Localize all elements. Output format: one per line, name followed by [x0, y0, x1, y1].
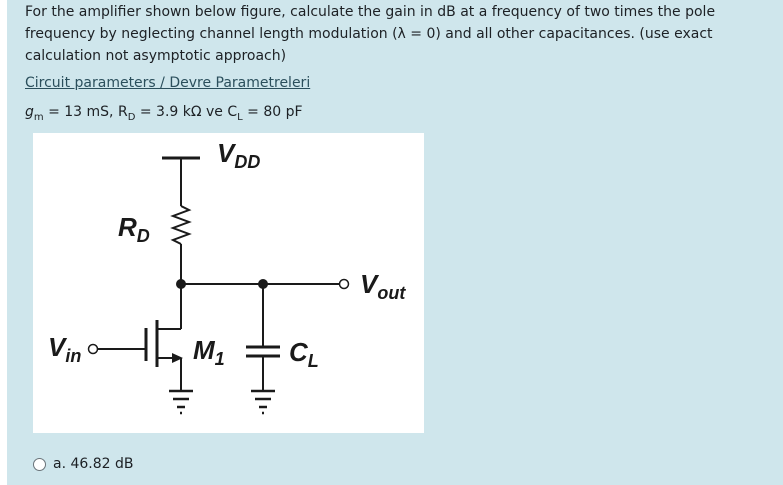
circuit-parameters: $g_m = 13$ mS, $R_D = 3.9$ kΩ ve $C_L = 80$ pF [25, 104, 303, 123]
cl-label: $C_L$ [289, 337, 319, 371]
circuit-parameters-link[interactable]: Circuit parameters / Devre Parametreleri [25, 75, 311, 91]
resistor-rd [173, 206, 189, 244]
circuit-figure [33, 133, 424, 433]
answer-label: a. 46.82 dB [53, 456, 134, 472]
rd-label: $R_D$ [118, 212, 150, 246]
vout-label: $V_{out}$ [360, 269, 406, 303]
vout-terminal [340, 280, 349, 289]
question-text: For the amplifier shown below figure, calculate the gain in dB at a frequency of two times the pole frequency by neglecting channel length modulation (λ = 0) and all other capacitances. (use exact calculation not asymptotic approach) [25, 4, 716, 64]
vdd-label: $V_{DD}$ [217, 138, 261, 172]
vin-terminal [89, 345, 98, 354]
vin-label: $V_{in}$ [48, 332, 82, 366]
answer-option-a[interactable] [33, 456, 134, 472]
m1-label: $M_1$ [193, 335, 225, 369]
radio-button[interactable] [33, 458, 46, 471]
